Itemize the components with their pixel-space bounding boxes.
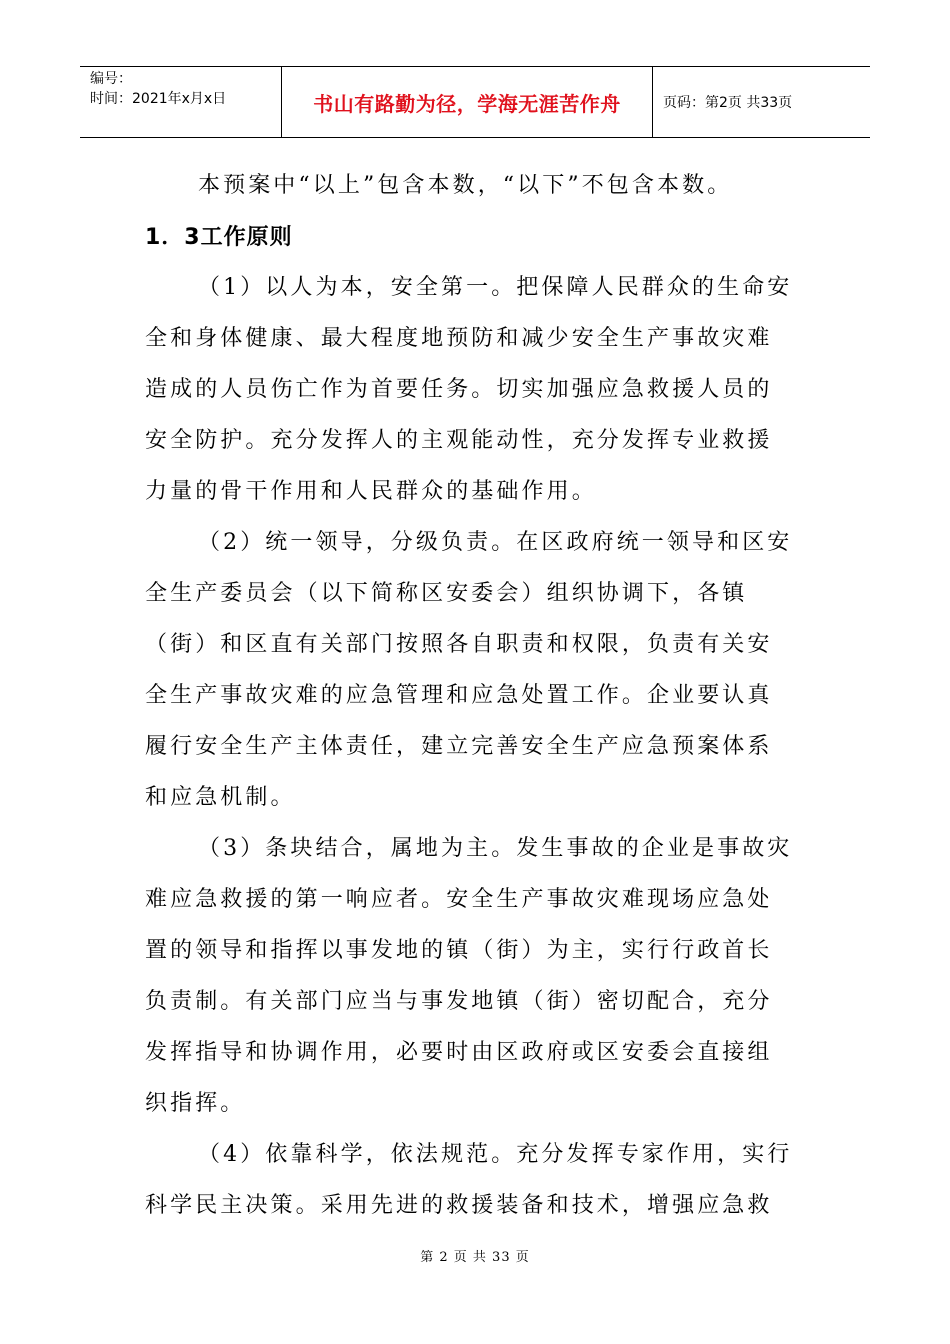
document-header: [80, 66, 870, 138]
header-meta-cell: [80, 67, 282, 137]
paragraph-line: 发挥指导和协调作用，必要时由区政府或区安委会直接组: [145, 1040, 773, 1065]
page-footer: 第 2 页 共 33 页: [420, 1250, 530, 1265]
header-motto-cell: [282, 67, 653, 137]
document-body: [145, 160, 805, 211]
paragraph-line: 安全防护。充分发挥人的主观能动性，充分发挥专业救援: [145, 428, 773, 453]
header-page-info: 页码：第2页 共33页: [663, 95, 793, 111]
paragraph-line: 负责制。有关部门应当与事发地镇（街）密切配合，充分: [145, 989, 773, 1014]
document-number-label: 编号：: [90, 71, 132, 87]
paragraph-line: （3）条块结合，属地为主。发生事故的企业是事故灾: [198, 836, 793, 861]
paragraph-line: 力量的骨干作用和人民群众的基础作用。: [145, 479, 597, 504]
paragraph-line: 难应急救援的第一响应者。安全生产事故灾难现场应急处: [145, 887, 773, 912]
header-motto: 书山有路勤为径，学海无涯苦作舟: [313, 91, 621, 116]
principles-text: [145, 262, 805, 1231]
header-page-cell: [653, 67, 870, 137]
paragraph-line: 织指挥。: [145, 1091, 246, 1116]
paragraph-line: 科学民主决策。采用先进的救援装备和技术，增强应急救: [145, 1193, 773, 1218]
paragraph-line: （2）统一领导，分级负责。在区政府统一领导和区安: [198, 530, 793, 555]
paragraph-line: 全生产事故灾难的应急管理和应急处置工作。企业要认真: [145, 683, 773, 708]
paragraph-line: （1）以人为本，安全第一。把保障人民群众的生命安: [198, 275, 793, 300]
section-heading: 1．3工作原则: [145, 225, 293, 250]
document-time-label: 时间：2021年x月x日: [90, 91, 227, 107]
paragraph-line: （4）依靠科学，依法规范。充分发挥专家作用，实行: [198, 1142, 793, 1167]
paragraph-line: 履行安全生产主体责任，建立完善安全生产应急预案体系: [145, 734, 773, 759]
paragraph-line: （街）和区直有关部门按照各自职责和权限，负责有关安: [145, 632, 773, 657]
paragraph-line: 全生产委员会（以下简称区安委会）组织协调下，各镇: [145, 581, 748, 606]
paragraph-line: 全和身体健康、最大程度地预防和减少安全生产事故灾难: [145, 326, 773, 351]
intro-paragraph: 本预案中“以上”包含本数，“以下”不包含本数。: [198, 173, 733, 198]
paragraph-line: 和应急机制。: [145, 785, 296, 810]
paragraph-line: 置的领导和指挥以事发地的镇（街）为主，实行行政首长: [145, 938, 773, 963]
paragraph-line: 造成的人员伤亡作为首要任务。切实加强应急救援人员的: [145, 377, 773, 402]
